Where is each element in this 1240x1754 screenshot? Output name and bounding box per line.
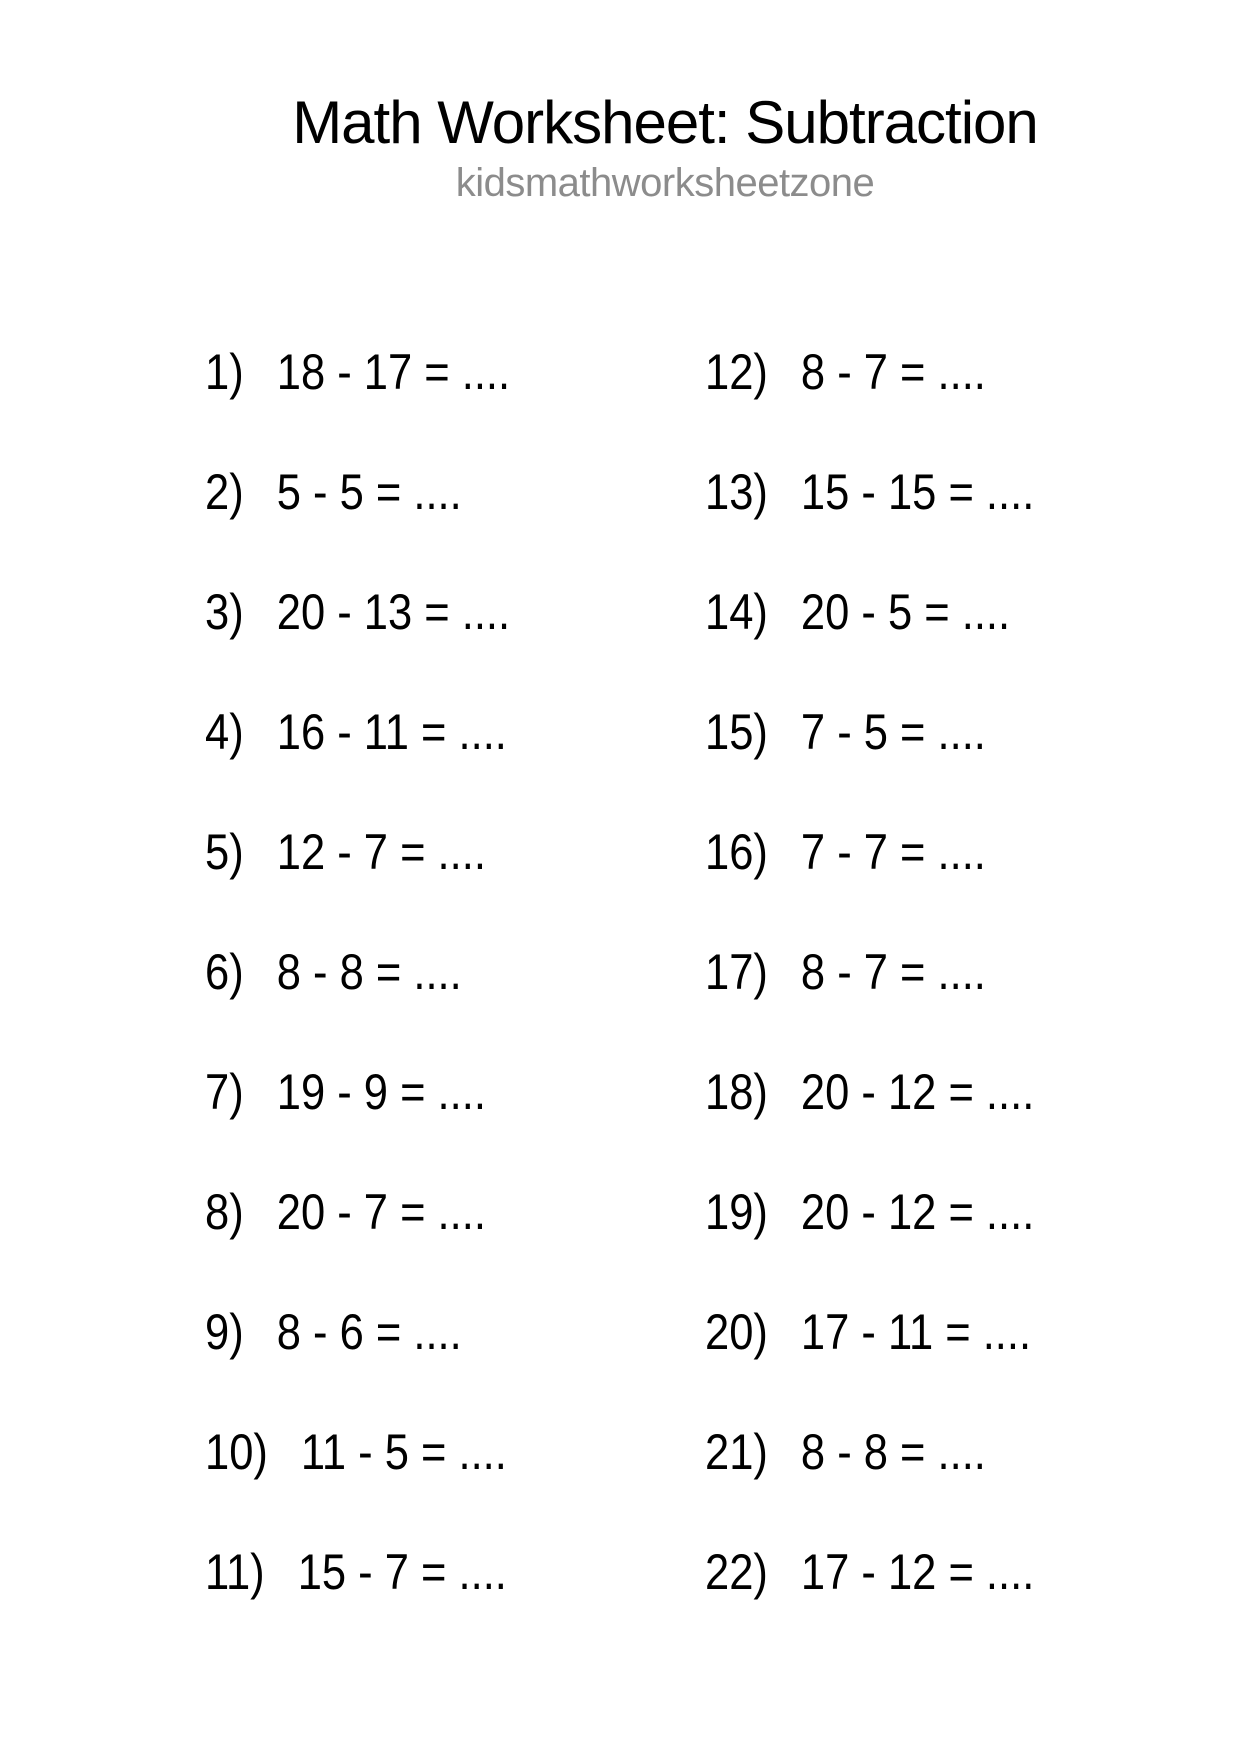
problem-expression: 8 - 8 = .... bbox=[276, 944, 462, 1000]
problem-number: 13) bbox=[705, 464, 768, 520]
problem-number: 4) bbox=[205, 704, 244, 760]
problem-item bbox=[205, 552, 640, 672]
problem-item bbox=[205, 1152, 640, 1272]
problem-item bbox=[205, 1392, 640, 1512]
problem-number: 18) bbox=[705, 1064, 768, 1120]
problem-number: 15) bbox=[705, 704, 768, 760]
problem-number: 5) bbox=[205, 824, 244, 880]
problem-expression: 8 - 8 = .... bbox=[800, 1424, 986, 1480]
problem-item bbox=[205, 672, 640, 792]
problem-number: 12) bbox=[705, 344, 768, 400]
page-title: Math Worksheet: Subtraction bbox=[292, 89, 1038, 156]
worksheet-header bbox=[0, 0, 1240, 206]
problem-number: 9) bbox=[205, 1304, 244, 1360]
problem-expression: 7 - 7 = .... bbox=[800, 824, 986, 880]
problems-column-right bbox=[705, 312, 1083, 1632]
problem-expression: 11 - 5 = .... bbox=[300, 1424, 507, 1480]
problem-item bbox=[705, 792, 1034, 912]
problem-expression: 20 - 12 = .... bbox=[800, 1064, 1035, 1120]
problem-expression: 20 - 12 = .... bbox=[800, 1184, 1035, 1240]
problem-expression: 20 - 13 = .... bbox=[276, 584, 511, 640]
problem-item bbox=[705, 672, 1034, 792]
problem-expression: 5 - 5 = .... bbox=[276, 464, 462, 520]
problem-item bbox=[705, 1032, 1034, 1152]
problem-expression: 12 - 7 = .... bbox=[276, 824, 486, 880]
problem-item bbox=[705, 1272, 1034, 1392]
problem-number: 16) bbox=[705, 824, 768, 880]
problem-expression: 15 - 15 = .... bbox=[800, 464, 1035, 520]
problem-item bbox=[705, 1392, 1034, 1512]
problem-item bbox=[205, 1032, 640, 1152]
problem-item bbox=[205, 1272, 640, 1392]
problem-number: 7) bbox=[205, 1064, 244, 1120]
problem-number: 11) bbox=[205, 1544, 265, 1600]
problem-expression: 15 - 7 = .... bbox=[297, 1544, 507, 1600]
problem-item bbox=[205, 432, 640, 552]
problem-expression: 7 - 5 = .... bbox=[800, 704, 986, 760]
problem-number: 21) bbox=[705, 1424, 768, 1480]
problem-number: 1) bbox=[205, 344, 244, 400]
problem-number: 17) bbox=[705, 944, 768, 1000]
problem-number: 2) bbox=[205, 464, 244, 520]
problems-column-left bbox=[205, 312, 705, 1632]
problem-item bbox=[705, 1512, 1034, 1632]
problem-number: 22) bbox=[705, 1544, 768, 1600]
problem-expression: 17 - 11 = .... bbox=[800, 1304, 1032, 1360]
page-subtitle: kidsmathworksheetzone bbox=[455, 161, 875, 205]
problem-item bbox=[705, 432, 1034, 552]
problem-expression: 8 - 7 = .... bbox=[800, 344, 986, 400]
problem-item bbox=[705, 552, 1034, 672]
problem-expression: 17 - 12 = .... bbox=[800, 1544, 1035, 1600]
problem-expression: 8 - 7 = .... bbox=[800, 944, 986, 1000]
problem-expression: 20 - 7 = .... bbox=[276, 1184, 486, 1240]
problem-number: 14) bbox=[705, 584, 768, 640]
problem-item bbox=[205, 312, 640, 432]
problem-item bbox=[205, 912, 640, 1032]
problem-expression: 18 - 17 = .... bbox=[276, 344, 511, 400]
problems-grid bbox=[205, 312, 1083, 1632]
problem-expression: 20 - 5 = .... bbox=[800, 584, 1011, 640]
problem-number: 20) bbox=[705, 1304, 768, 1360]
problem-number: 19) bbox=[705, 1184, 768, 1240]
problem-number: 6) bbox=[205, 944, 244, 1000]
problem-item bbox=[705, 912, 1034, 1032]
problem-item bbox=[705, 1152, 1034, 1272]
problem-number: 10) bbox=[205, 1424, 268, 1480]
problem-expression: 16 - 11 = .... bbox=[276, 704, 507, 760]
problem-item bbox=[205, 1512, 640, 1632]
problem-item bbox=[705, 312, 1034, 432]
problem-item bbox=[205, 792, 640, 912]
problem-expression: 19 - 9 = .... bbox=[276, 1064, 486, 1120]
problem-expression: 8 - 6 = .... bbox=[276, 1304, 462, 1360]
problem-number: 8) bbox=[205, 1184, 244, 1240]
problem-number: 3) bbox=[205, 584, 244, 640]
